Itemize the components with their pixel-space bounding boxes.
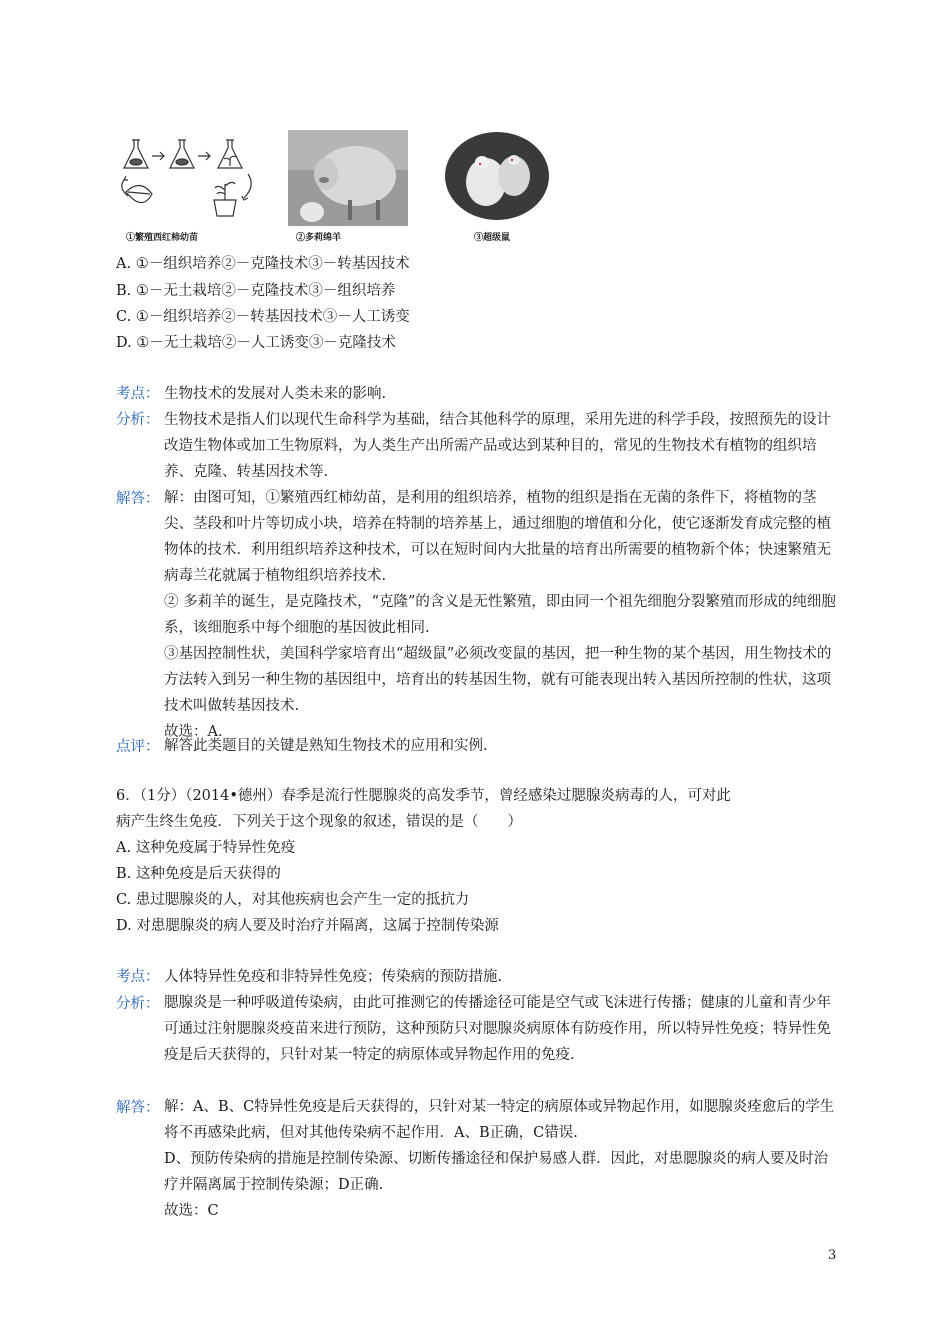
q5-kaodian-text — [164, 381, 840, 407]
q5-option-a: A. ①－组织培养②－克隆技术③－转基因技术 — [116, 256, 410, 272]
q5-option-d: D. ①－无土栽培②－人工诱变③－克隆技术 — [116, 335, 396, 351]
figure-dolly-sheep — [288, 130, 408, 242]
q6-kaodian-text — [164, 964, 840, 990]
q5-jieda-label: 解答： — [116, 491, 160, 507]
jieda-paragraph: 解：由图可知，①繁殖西红柿幼苗，是利用的组织培养，植物的组织是指在无菌的条件下，将植物的茎尖、茎段和叶片等切成小块，培养在特制的培养基上，通过细胞的增值和分化，使它逐渐发育成完整的植物体的技术．利用组织培养这种技术，可以在短时间内大批量的培育出所需要的植物新个体；快速繁殖无病毒兰花就属于植物组织培养技术. — [164, 490, 831, 584]
mouse-photo — [444, 130, 550, 226]
q5-jieda-text — [164, 485, 840, 745]
figure-caption: ②多莉绵羊 — [296, 233, 342, 243]
figure-caption: ①繁殖西红柿幼苗 — [126, 233, 199, 243]
figure-tomato-seedlings — [114, 130, 264, 242]
q6-jieda-label: 解答： — [116, 1100, 160, 1116]
kaodian-text: 人体特异性免疫和非特异性免疫；传染病的预防措施. — [164, 969, 503, 985]
q6-option-a: A. 这种免疫属于特异性免疫 — [116, 840, 296, 856]
q6-option-d: D. 对患腮腺炎的病人要及时治疗并隔离，这属于控制传染源 — [116, 918, 499, 934]
jieda-paragraph: ② 多莉羊的诞生，是克隆技术，“克隆”的含义是无性繁殖，即由同一个祖先细胞分裂繁殖而形成的纯细胞系，该细胞系中每个细胞的基因彼此相同. — [164, 594, 836, 636]
figure-row — [114, 130, 554, 250]
jieda-paragraph: ③基因控制性状，美国科学家培育出“超级鼠”必须改变鼠的基因，把一种生物的某个基因，用生物技术的方法转入到另一种生物的基因组中，培育出的转基因生物，就有可能表现出转入基因所控制的性状，这项技术叫做转基因技术. — [164, 646, 832, 714]
jieda-paragraph: 解：A、B、C特异性免疫是后天获得的，只针对某一特定的病原体或异物起作用，如腮腺炎痊愈后的学生将不再感染此病，但对其他传染病不起作用．A、B正确，C错误. — [164, 1099, 835, 1141]
kaodian-text: 生物技术的发展对人类未来的影响. — [164, 386, 387, 402]
q5-fenxi-label: 分析： — [116, 412, 160, 428]
q5-dianping-label: 点评： — [116, 739, 160, 755]
q5-fenxi-text — [164, 407, 840, 485]
dianping-text: 解答此类题目的关键是熟知生物技术的应用和实例. — [164, 738, 488, 754]
figure-caption: ③超级鼠 — [474, 233, 511, 243]
fenxi-text: 腮腺炎是一种呼吸道传染病，由此可推测它的传播途径可能是空气或飞沫进行传播；健康的儿童和青少年可通过注射腮腺炎疫苗来进行预防，这种预防只对腮腺炎病原体有防疫作用，所以特异性免疫；特异性免疫是后天获得的，只针对某一特定的病原体或异物起作用的免疫. — [164, 995, 831, 1063]
q5-kaodian-label: 考点： — [116, 386, 160, 402]
q6-option-b: B. 这种免疫是后天获得的 — [116, 866, 281, 882]
jieda-paragraph: 故选：A. — [164, 724, 223, 740]
q6-fenxi-label: 分析： — [116, 996, 160, 1012]
q6-kaodian-label: 考点： — [116, 969, 160, 985]
q5-option-b: B. ①－无土栽培②－克隆技术③－组织培养 — [116, 283, 396, 299]
q6-stem-line2: 病产生终生免疫．下列关于这个现象的叙述，错误的是（ ） — [116, 814, 522, 830]
jieda-paragraph: D、预防传染病的措施是控制传染源、切断传播途径和保护易感人群．因此，对患腮腺炎的病人要及时治疗并隔离属于控制传染源；D正确. — [164, 1151, 829, 1193]
tissue-culture-illustration — [114, 130, 264, 226]
q6-option-c: C. 患过腮腺炎的人，对其他疾病也会产生一定的抵抗力 — [116, 892, 470, 908]
q5-dianping-text — [164, 733, 840, 759]
figure-super-mouse — [444, 130, 550, 242]
q6-stem-line1: 6．（1分）（2014•德州）春季是流行性腮腺炎的高发季节，曾经感染过腮腺炎病毒的人，可对此 — [116, 788, 731, 804]
jieda-paragraph: 故选：C — [164, 1203, 219, 1219]
q5-option-c: C. ①－组织培养②－转基因技术③－人工诱变 — [116, 309, 410, 325]
fenxi-text: 生物技术是指人们以现代生命科学为基础，结合其他科学的原理，采用先进的科学手段，按照预先的设计改造生物体或加工生物原料，为人类生产出所需产品或达到某种目的，常见的生物技术有植物的组织培养、克隆、转基因技术等. — [164, 412, 831, 480]
page-number: 3 — [828, 1248, 837, 1263]
sheep-photo — [288, 130, 408, 226]
q6-jieda-text — [164, 1094, 840, 1224]
q6-fenxi-text — [164, 990, 840, 1068]
